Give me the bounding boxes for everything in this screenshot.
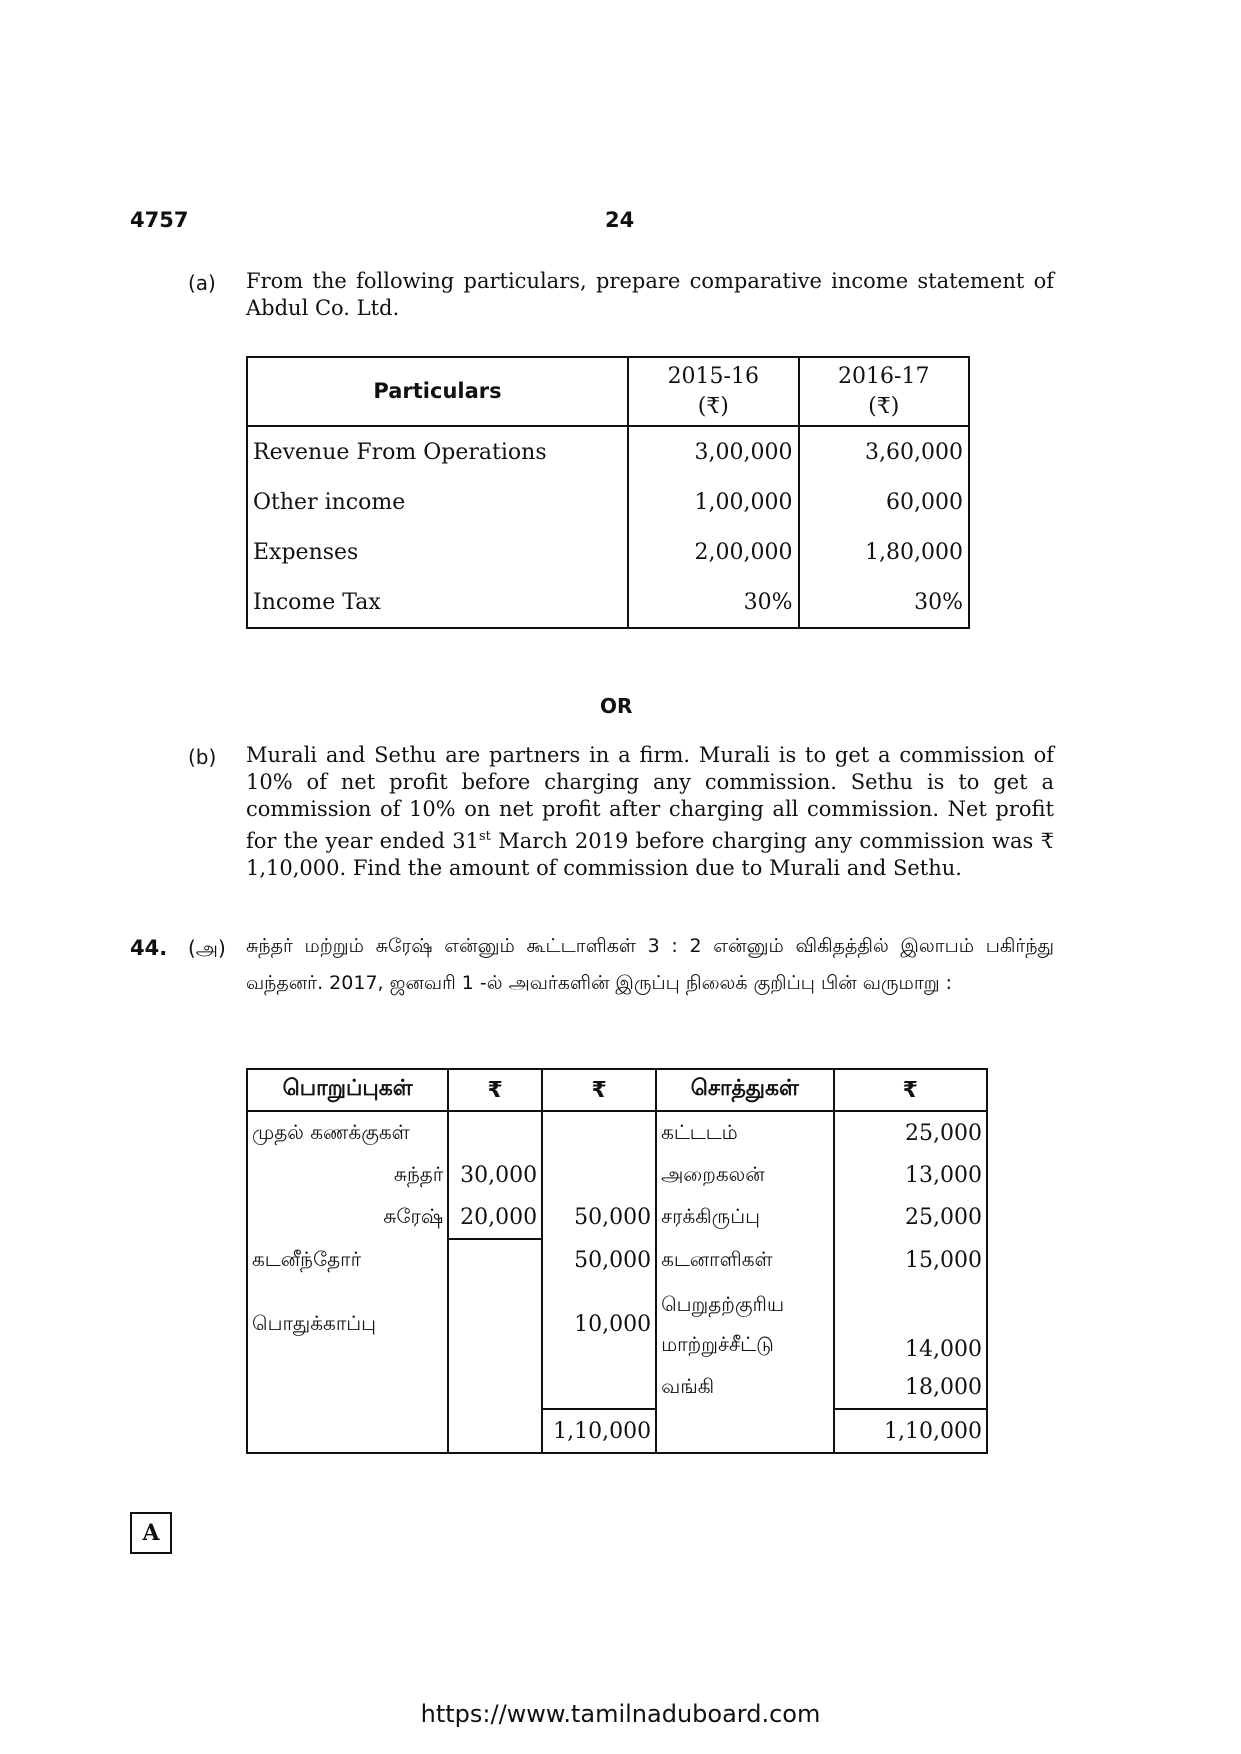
asset-bills-receivable-amount: 14,000 bbox=[834, 1282, 987, 1366]
partner-sundar-amount: 30,000 bbox=[448, 1154, 542, 1196]
page-number: 24 bbox=[605, 208, 635, 232]
row-value-2015-16: 1,00,000 bbox=[628, 477, 798, 527]
liability-creditors-amount: 50,000 bbox=[542, 1239, 656, 1282]
row-value-2016-17: 60,000 bbox=[799, 477, 969, 527]
row-name: Expenses bbox=[247, 527, 628, 577]
partner-sundar: சுந்தர் bbox=[247, 1154, 448, 1196]
asset-building-amount: 25,000 bbox=[834, 1111, 987, 1154]
comparative-income-table bbox=[246, 356, 970, 629]
col-header-particulars: Particulars bbox=[247, 357, 628, 426]
row-value-2016-17: 1,80,000 bbox=[799, 527, 969, 577]
question-44-label: (அ) bbox=[188, 936, 226, 960]
table-row bbox=[247, 426, 969, 477]
table-row bbox=[247, 1409, 987, 1453]
footer-url[interactable]: https://www.tamilnaduboard.com bbox=[420, 1700, 821, 1728]
table-row bbox=[247, 577, 969, 628]
capital-accounts: முதல் கணக்குகள் bbox=[247, 1111, 448, 1154]
liability-general-reserve: பொதுக்காப்பு bbox=[247, 1282, 448, 1366]
partner-suresh: சுரேஷ் bbox=[247, 1196, 448, 1239]
capital-total: 50,000 bbox=[542, 1196, 656, 1239]
asset-debtors-amount: 15,000 bbox=[834, 1239, 987, 1282]
assets-total: 1,10,000 bbox=[834, 1409, 987, 1453]
question-44-text: சுந்தர் மற்றும் சுரேஷ் என்னும் கூட்டாளிகள் 3 : 2 என்னும் விகிதத்தில் இலாபம் பகிர்ந்து வந்தனர். 2017, ஜனவரி 1 -ல் அவர்களின் இருப்பு நிலைக் குறிப்பு பின் வருமாறு : bbox=[246, 935, 1054, 994]
row-value-2015-16: 2,00,000 bbox=[628, 527, 798, 577]
table-row bbox=[247, 1366, 987, 1409]
question-a-text: From the following particulars, prepare comparative income statement of Abdul Co. Ltd. bbox=[246, 269, 1054, 320]
col-header-rupee: ₹ bbox=[448, 1069, 542, 1111]
liability-general-reserve-amount: 10,000 bbox=[542, 1282, 656, 1366]
row-value-2015-16: 30% bbox=[628, 577, 798, 628]
asset-building: கட்டடம் bbox=[656, 1111, 833, 1154]
asset-debtors: கடனாளிகள் bbox=[656, 1239, 833, 1282]
table-row bbox=[247, 1154, 987, 1196]
asset-furniture-amount: 13,000 bbox=[834, 1154, 987, 1196]
partner-suresh-amount: 20,000 bbox=[448, 1196, 542, 1239]
question-b-text: Murali and Sethu are partners in a firm. Murali is to get a commission of 10% of net profit before charging any commission. Sethu is to get a commission of 10% on net profit after charging all commission. Net profit for the year ended 31st March 2019 before charging any commission was ₹ 1,10,000. Find the amount of commission due to Murali and Sethu. bbox=[246, 743, 1055, 880]
asset-bank: வங்கி bbox=[656, 1366, 833, 1409]
liabilities-total: 1,10,000 bbox=[542, 1409, 656, 1453]
row-name: Revenue From Operations bbox=[247, 426, 628, 477]
asset-bills-receivable: பெறுதற்குரிய மாற்றுச்சீட்டு bbox=[656, 1282, 833, 1366]
section-a-box: A bbox=[130, 1512, 172, 1554]
question-b-label: (b) bbox=[188, 745, 217, 769]
balance-sheet-table bbox=[246, 1068, 988, 1454]
col-header-2015-16: 2015-16 (₹) bbox=[628, 357, 798, 426]
question-a-label: (a) bbox=[188, 271, 216, 295]
table-row bbox=[247, 1111, 987, 1154]
row-value-2016-17: 3,60,000 bbox=[799, 426, 969, 477]
asset-stock: சரக்கிருப்பு bbox=[656, 1196, 833, 1239]
row-value-2015-16: 3,00,000 bbox=[628, 426, 798, 477]
paper-code: 4757 bbox=[130, 208, 189, 232]
asset-furniture: அறைகலன் bbox=[656, 1154, 833, 1196]
asset-stock-amount: 25,000 bbox=[834, 1196, 987, 1239]
row-name: Income Tax bbox=[247, 577, 628, 628]
table-row bbox=[247, 1282, 987, 1366]
table-row bbox=[247, 1239, 987, 1282]
row-value-2016-17: 30% bbox=[799, 577, 969, 628]
col-header-rupee: ₹ bbox=[834, 1069, 987, 1111]
or-separator: OR bbox=[600, 694, 633, 718]
col-header-liabilities: பொறுப்புகள் bbox=[247, 1069, 448, 1111]
question-44-number: 44. bbox=[130, 936, 168, 960]
table-row bbox=[247, 527, 969, 577]
col-header-rupee: ₹ bbox=[542, 1069, 656, 1111]
col-header-assets: சொத்துகள் bbox=[656, 1069, 833, 1111]
table-row bbox=[247, 1196, 987, 1239]
asset-bank-amount: 18,000 bbox=[834, 1366, 987, 1409]
row-name: Other income bbox=[247, 477, 628, 527]
table-row bbox=[247, 477, 969, 527]
col-header-2016-17: 2016-17 (₹) bbox=[799, 357, 969, 426]
liability-creditors: கடனீந்தோர் bbox=[247, 1239, 448, 1282]
